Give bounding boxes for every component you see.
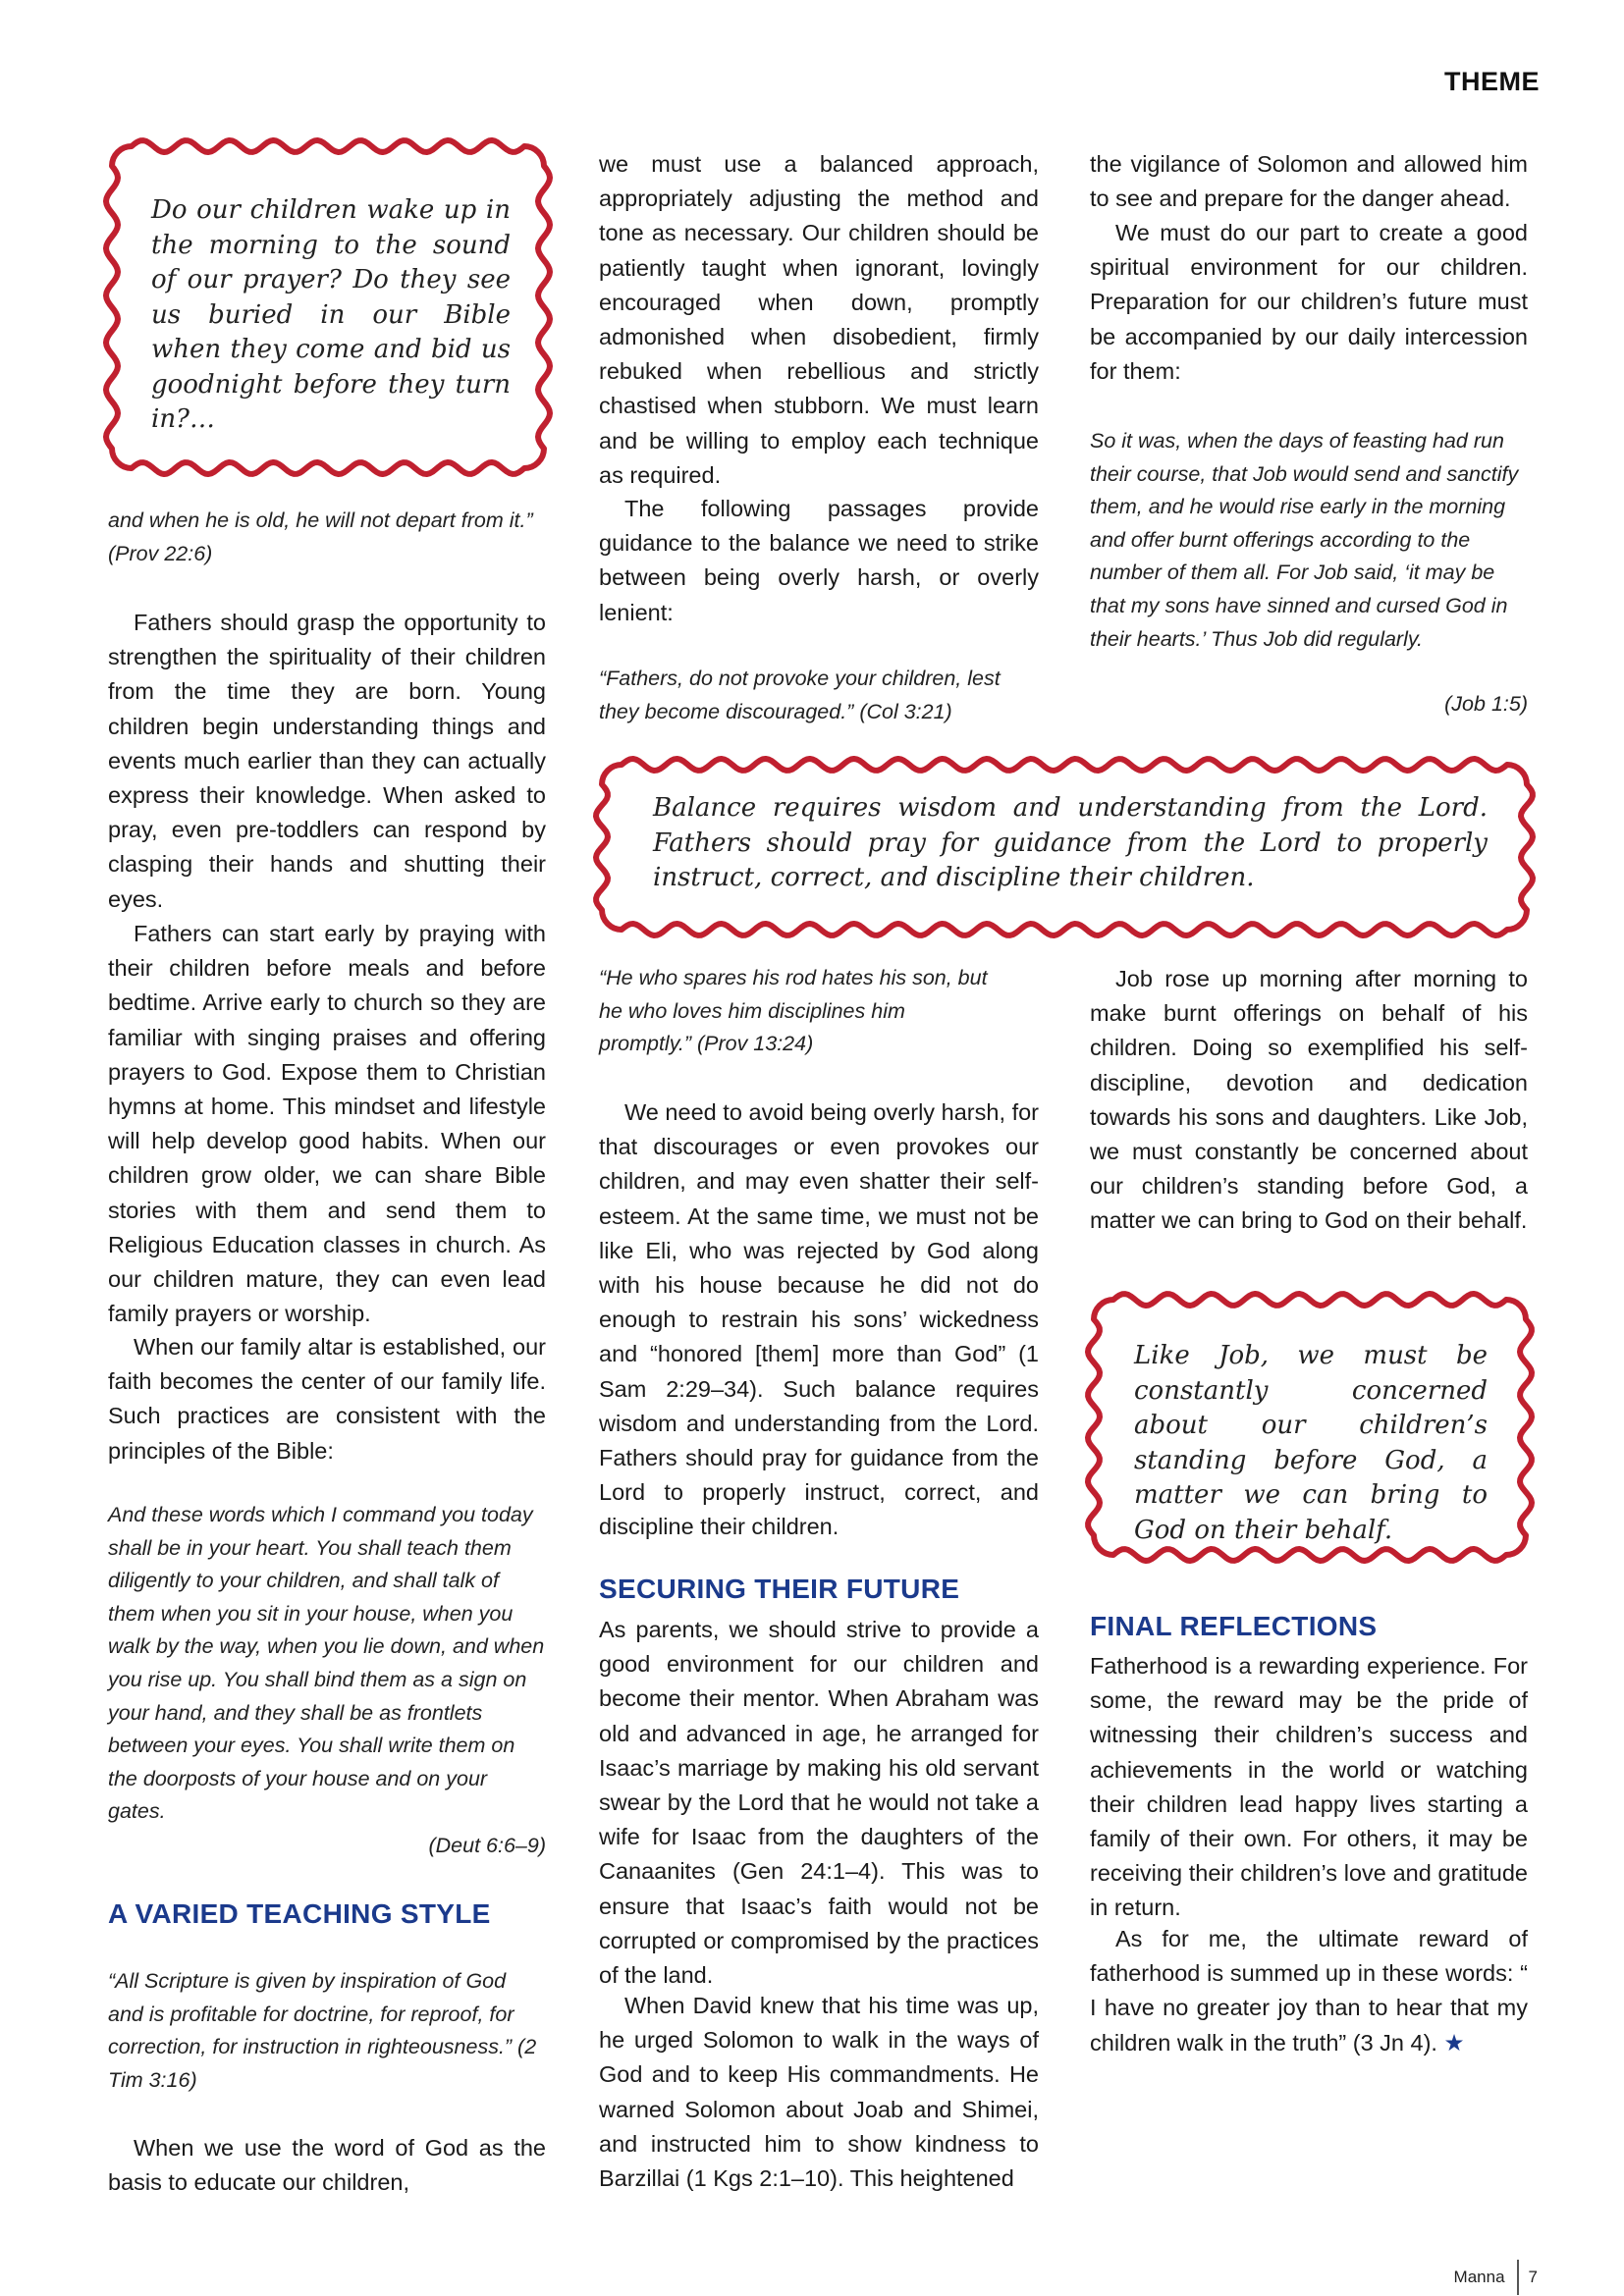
quote-job-1-5: So it was, when the days of feasting had run their course, that Job would send and sanctify them, and he would rise early in the morning and offer burnt offerings according to the number of them all. For Job said, ‘it may be that my sons have sinned and cursed God in their hearts.’ Thus Job did regularly. — [1090, 429, 1519, 651]
paragraph: Fathers can start early by praying with their children before meals and before bedtime. Arrive early to church so they are familiar with singing praises and offering prayers to God. Expose them to Christian hymns at home. This mindset and lifestyle will help develop good habits. When our children grow older, we can share Bible stories with them and send them to Religious Education classes in church. As our children mature, they can even lead family prayers or worship. — [108, 921, 546, 1327]
paragraph: When we use the word of God as the basis to educate our children, — [108, 2135, 546, 2196]
quote-deut-6: And these words which I command you today shall be in your heart. You shall teach them diligently to your children, and shall talk of them when you sit in your house, when you walk by the way, when you lie down, and when you rise up. You shall bind them as a sign on your hand, and they shall be as frontlets between your eyes. You shall write them on the doorposts of your house and on your gates. — [108, 1503, 545, 1824]
page-footer — [1454, 2260, 1538, 2295]
paragraph-final — [1090, 1922, 1528, 2060]
callout-job-text: Like Job, we must be constantly concerned about our children’s standing before God, a matter we can bring to God on their behalf. — [1134, 1341, 1488, 1545]
quote-2-tim-3-16: “All Scripture is given by inspiration of God and is profitable for doctrine, for reproof, for correction, for instruction in righteousness.” (2 Tim 3:16) — [108, 1969, 537, 2092]
footer-divider — [1517, 2260, 1519, 2295]
callout-job — [1088, 1294, 1532, 1561]
paragraph: the vigilance of Solomon and allowed him to see and prepare for the danger ahead. — [1090, 151, 1528, 212]
paragraph: We must do our part to create a good spiritual environment for our children. Preparation for our children’s future must be accompanied by our daily intercession for them: — [1090, 220, 1528, 384]
paragraph: The following passages provide guidance to the balance we need to strike between being overly harsh, or overly lenient: — [599, 496, 1039, 625]
star-icon: ★ — [1443, 2029, 1465, 2056]
paragraph: When our family altar is established, our faith becomes the center of our family life. Such practices are consistent with the principles of the Bible: — [108, 1334, 546, 1464]
callout-prayer-text: Do our children wake up in the morning to the sound of our prayer? Do they see us buried in our Bible when they come and bid us goodnight before they turn in?… — [151, 195, 511, 434]
section-heading: FINAL REFLECTIONS — [1090, 1611, 1378, 1641]
page-number: 7 — [1528, 2268, 1538, 2286]
paragraph: As parents, we should strive to provide a good environment for our children and become their mentor. When Abraham was old and advanced in age, he arranged for Isaac’s marriage by making his old servant swear by the Lord that he would not take a wife for Isaac from the daughters of the Canaanites (Gen 24:1–4). This was to ensure that Isaac’s faith would not be corrupted or compromised by the practices of the land. — [599, 1617, 1039, 1989]
paragraph: Job rose up morning after morning to make burnt offerings on behalf of his children. Doing so exemplified his self-discipline, devotion and dedication towards his sons and daughters. Like Job, we must constantly be concerned about our children’s standing before God, a matter we can bring to God on their behalf. — [1090, 966, 1528, 1234]
callout-balance — [596, 759, 1533, 935]
callout-prayer — [106, 140, 550, 474]
publication-name: Manna — [1453, 2268, 1505, 2286]
paragraph: When David knew that his time was up, he urged Solomon to walk in the ways of God and to keep His commandments. He warned Solomon about Joab and Shimei, and instructed him to show kindness to Barzillai (1 Kgs 2:1–10). This heightened — [599, 1993, 1039, 2192]
quote-col-3-21: “Fathers, do not provoke your children, lest they become discouraged.” (Col 3:21) — [599, 667, 1001, 723]
quote-prov-22-6: and when he is old, he will not depart from it.” (Prov 22:6) — [108, 508, 533, 565]
quote-reference: (Job 1:5) — [1444, 692, 1528, 716]
paragraph: Fatherhood is a rewarding experience. For some, the reward may be the pride of witnessing their children’s success and achievements in the world or watching their children lead happy lives starting a family of their own. For others, it may be receiving their children’s love and gratitude in return. — [1090, 1653, 1528, 1921]
paragraph-final-text: As for me, the ultimate reward of fatherhood is summed up in these words: “ I have no greater joy than to hear that my children walk in the truth” (3 Jn 4). — [1090, 1926, 1528, 2056]
section-heading: A VARIED TEACHING STYLE — [108, 1898, 491, 1929]
paragraph: we must use a balanced approach, appropriately adjusting the method and tone as necessary. Our children should be patiently taught when ignorant, lovingly encouraged when down, promptly admonished when disobedient, firmly rebuked when rebellious and strictly chastised when stubborn. We must learn and be willing to employ each technique as required. — [599, 151, 1039, 488]
section-heading: SECURING THEIR FUTURE — [599, 1574, 960, 1604]
quote-prov-13-24: “He who spares his rod hates his son, but he who loves him disciplines him promptly.” (Prov 13:24) — [599, 966, 988, 1056]
paragraph: Fathers should grasp the opportunity to strengthen the spirituality of their children from the time they are born. Young children begin understanding things and events much earlier than they can actually express their knowledge. When asked to pray, even pre-toddlers can respond by clasping their hands and shutting their eyes. — [108, 610, 546, 912]
quote-reference: (Deut 6:6–9) — [428, 1834, 546, 1857]
section-label: THEME — [1444, 67, 1540, 96]
paragraph: We need to avoid being overly harsh, for that discourages or even provokes our children, and may even shatter their self-esteem. At the same time, we must not be like Eli, who was rejected by God along with his house because he did not do enough to restrain his sons’ wickedness and “honored [them] more than God” (1 Sam 2:29–34). Such balance requires wisdom and understanding from the Lord. Fathers should pray for guidance from the Lord to properly instruct, correct, and discipline their children. — [599, 1099, 1039, 1540]
callout-balance-text: Balance requires wisdom and understanding from the Lord. Fathers should pray for guidance from the Lord to properly instruct, correct, and discipline their children. — [653, 793, 1488, 892]
